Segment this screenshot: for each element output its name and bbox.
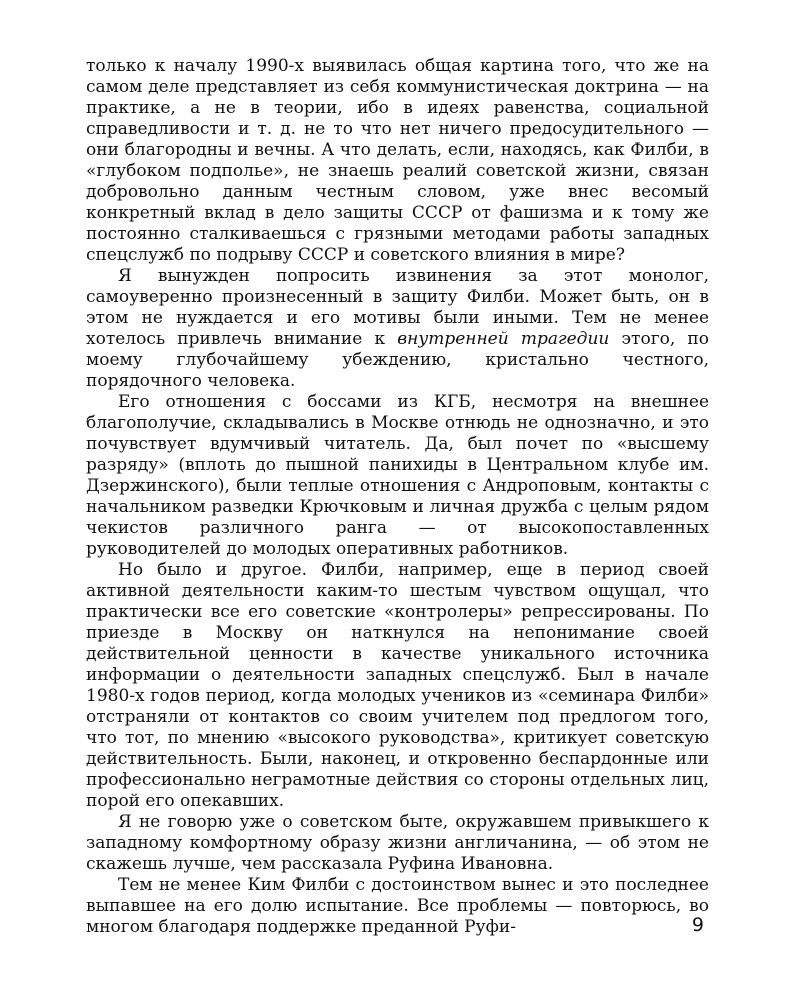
- paragraph-2-text-after: этого, по моему глубочайшему убеждению, кристально честного, порядочного человека.: [86, 329, 709, 391]
- paragraph-2-italic-phrase: внутренней трагедии: [397, 329, 610, 349]
- paragraph-3: Его отношения с боссами из КГБ, несмотря на внешнее благополучие, складывались в Москве отнюдь не однозначно, и это почувствует вдумчивый читатель. Да, был почет по «высшему разряду» (вплоть до пышной панихиды в Центральном клубе им. Дзержинского), были теплые отношения с Андроповым, контакты с начальником разведки Крючковым и личная дружба с целым рядом чекистов различного ранга — от высокопоставленных руководителей до молодых оперативных работников.: [86, 392, 709, 559]
- paragraph-2: [86, 266, 709, 392]
- page-number: 9: [691, 914, 704, 936]
- paragraph-1: только к началу 1990-х выявилась общая картина того, что же на самом деле представляет из себя коммунистическая доктрина — на практике, а не в теории, ибо в идеях равенства, социальной справедливости и т. д. не то что нет ничего предосудительного — они благородны и вечны. А что делать, если, находясь, как Филби, в «глубоком подполье», не знаешь реалий советской жизни, связан добровольно данным честным словом, уже внес весомый конкретный вклад в дело защиты СССР от фашизма и к тому же постоянно сталкиваешься с грязными методами работы западных спецслужб по подрыву СССР и советского влияния в мире?: [86, 56, 709, 265]
- paragraph-6: Тем не менее Ким Филби с достоинством вынес и это последнее выпавшее на его долю испытание. Все проблемы — повторюсь, во многом благодаря поддержке преданной Руфи-: [86, 875, 709, 937]
- paragraph-4: Но было и другое. Филби, например, еще в период своей активной деятельности каким-то шестым чувством ощущал, что практически все его советские «контролеры» репрессированы. По приезде в Москву он наткнулся на непонимание своей действительной ценности в качестве уникального источника информации о деятельности западных спецслужб. Был в начале 1980-х годов период, когда молодых учеников из «семинара Филби» отстраняли от контактов со своим учителем под предлогом того, что тот, по мнению «высокого руководства», критикует советскую действительность. Были, наконец, и откровенно беспардонные или профессионально неграмотные действия со стороны отдельных лиц, порой его опекавших.: [86, 560, 709, 811]
- page-body: [86, 56, 709, 938]
- paragraph-2-text-before: Я вынужден попросить извинения за этот монолог, самоуверенно произнесенный в защиту Филби. Может быть, он в этом не нуждается и его мотивы были иными. Тем не менее хотелось привлечь внимание к: [86, 266, 709, 349]
- paragraph-5: Я не говорю уже о советском быте, окружавшем привыкшего к западному комфортному образу жизни англичанина, — об этом не скажешь лучше, чем рассказала Руфина Ивановна.: [86, 812, 709, 874]
